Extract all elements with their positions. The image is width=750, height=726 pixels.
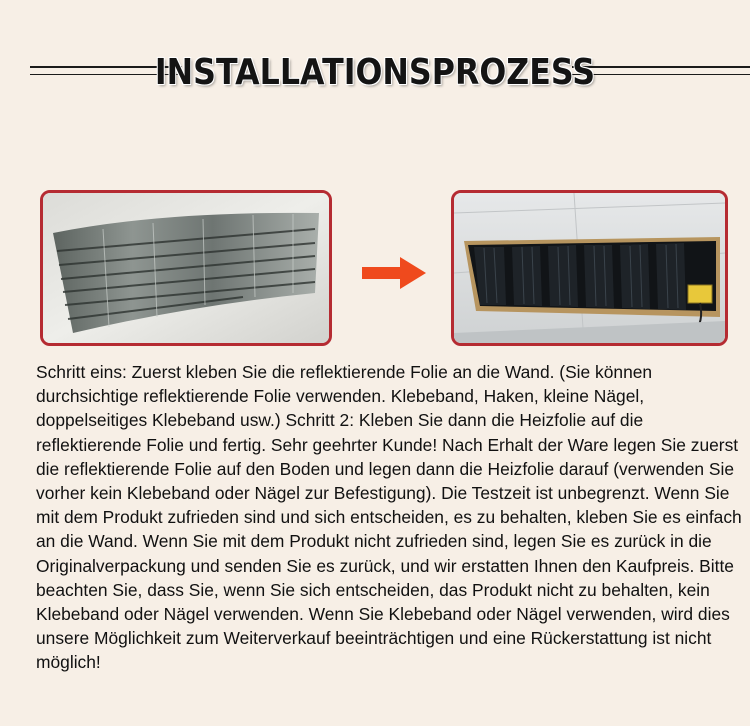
heating-film-photo: [451, 190, 728, 346]
arrow-right-icon: [360, 255, 428, 291]
page-title: INSTALLATIONSPROZESS: [154, 52, 596, 93]
reflective-foil-photo: [40, 190, 332, 346]
section-header: [0, 44, 750, 104]
installation-instructions: Schritt eins: Zuerst kleben Sie die reflektierende Folie an die Wand. (Sie können durchsichtige reflektierende Folie verwenden. Klebeband, Haken, kleine Nägel, doppelseitiges Klebeband usw.) Schritt 2: Kleben Sie dann die Heizfolie auf die reflektierende Folie und fertig. Sehr geehrter Kunde! Nach Erhalt der Ware legen Sie zuerst die reflektierende Folie auf den Boden und legen dann die Heizfolie darauf (verwenden Sie vorher kein Klebeband oder Nägel zur Befestigung). Die Testzeit ist unbegrenzt. Wenn Sie mit dem Produkt zufrieden sind und sich entscheiden, es zu behalten, kleben Sie es einfach an die Wand. Wenn Sie mit dem Produkt nicht zufrieden sind, legen Sie es zurück in die Originalverpackung und senden Sie es zurück, und wir erstatten Ihnen den Kaufpreis. Bitte beachten Sie, dass Sie, wenn Sie sich entscheiden, das Produkt nicht zu behalten, kein Klebeband oder Nägel verwenden. Wenn Sie Klebeband oder Nägel verwenden, wird dies unsere Möglichkeit zum Weiterverkauf beeinträchtigen und eine Rückerstattung ist nicht möglich!: [36, 362, 742, 673]
heating-film-image: [454, 193, 725, 343]
reflective-foil-image: [43, 193, 329, 343]
